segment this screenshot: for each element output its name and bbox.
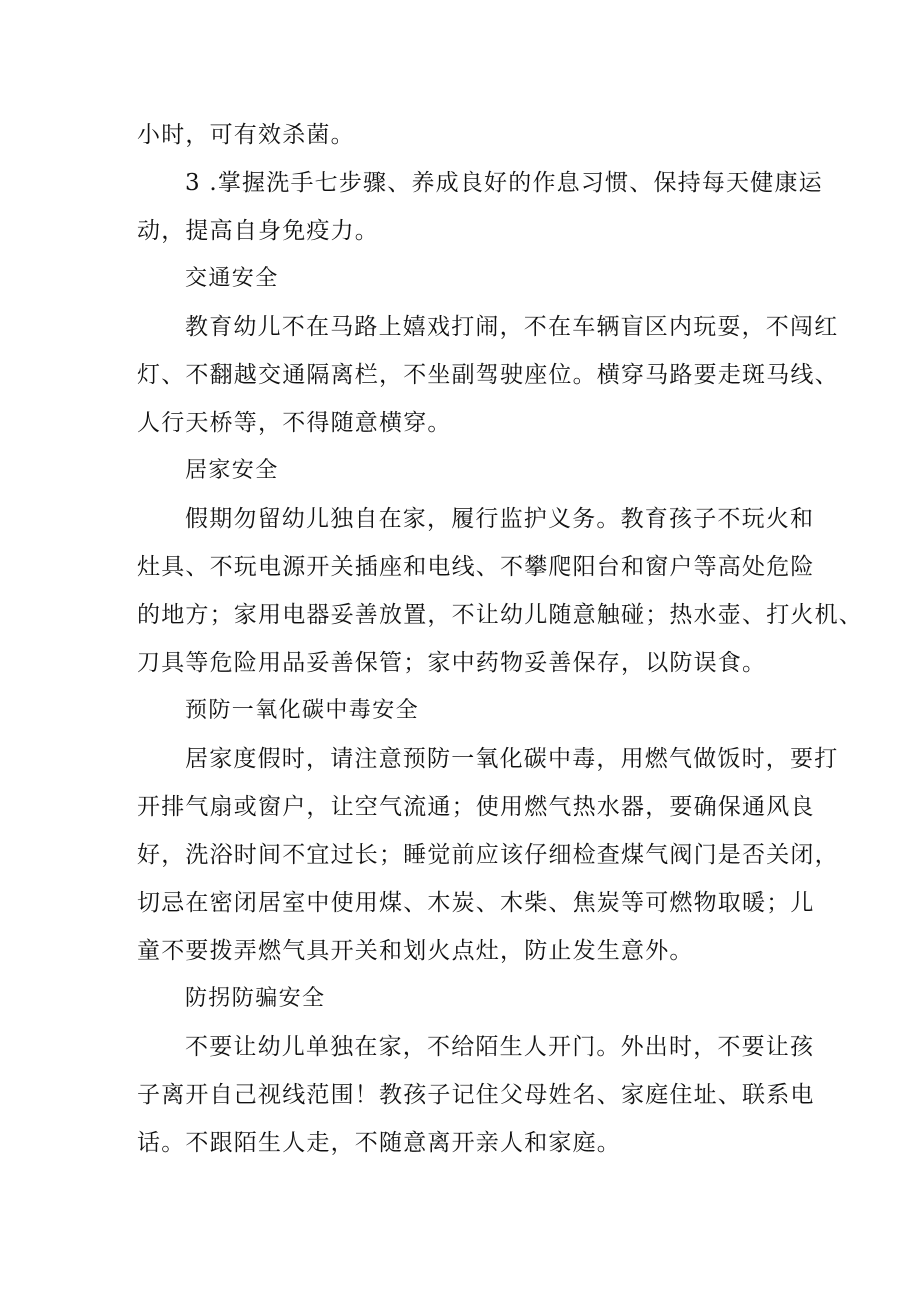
section-heading-traffic-safety: 交通安全 — [185, 266, 279, 291]
text-line: 开排气扇或窗户，让空气流通；使用燃气热水器，要确保通风良 — [137, 794, 815, 820]
text-line: 灯、不翻越交通隔离栏，不坐副驾驶座位。横穿马路要走斑马线、 — [137, 362, 839, 388]
text-line: 不要让幼儿单独在家，不给陌生人开门。外出时，不要让孩 — [185, 1034, 815, 1060]
text-line: 话。不跟陌生人走，不随意离开亲人和家庭。 — [137, 1130, 621, 1156]
section-heading-co-poisoning-prevention: 预防一氧化碳中毒安全 — [185, 698, 420, 723]
text-line: 假期勿留幼儿独自在家，履行监护义务。教育孩子不玩火和 — [185, 506, 815, 532]
text-line: 切忌在密闭居室中使用煤、木炭、木柴、焦炭等可燃物取暖；儿 — [137, 890, 815, 916]
text-line: 居家度假时，请注意预防一氧化碳中毒，用燃气做饭时，要打 — [185, 746, 839, 772]
section-heading-home-safety: 居家安全 — [185, 458, 279, 483]
section-heading-anti-abduction-fraud: 防拐防骗安全 — [185, 986, 326, 1011]
text-line: 3 .掌握洗手七步骤、养成良好的作息习惯、保持每天健康运 — [185, 170, 823, 196]
text-line: 教育幼儿不在马路上嬉戏打闹，不在车辆盲区内玩耍，不闯红 — [185, 314, 839, 340]
text-line: 灶具、不玩电源开关插座和电线、不攀爬阳台和窗户等高处危险 — [137, 554, 815, 580]
text-line: 人行天桥等，不得随意横穿。 — [137, 410, 452, 436]
text-line: 好，洗浴时间不宜过长；睡觉前应该仔细检查煤气阀门是否关闭， — [137, 842, 839, 868]
text-line: 小时，可有效杀菌。 — [137, 122, 355, 148]
document-body — [137, 111, 863, 1167]
text-line: 的地方；家用电器妥善放置，不让幼儿随意触碰；热水壶、打火机、 — [137, 602, 863, 628]
text-line: 动，提高自身免疫力。 — [137, 218, 379, 244]
text-line: 刀具等危险用品妥善保管；家中药物妥善保存，以防误食。 — [137, 650, 767, 676]
text-line: 童不要拨弄燃气具开关和划火点灶，防止发生意外。 — [137, 938, 694, 964]
text-line: 子离开自己视线范围！教孩子记住父母姓名、家庭住址、联系电 — [137, 1082, 815, 1108]
